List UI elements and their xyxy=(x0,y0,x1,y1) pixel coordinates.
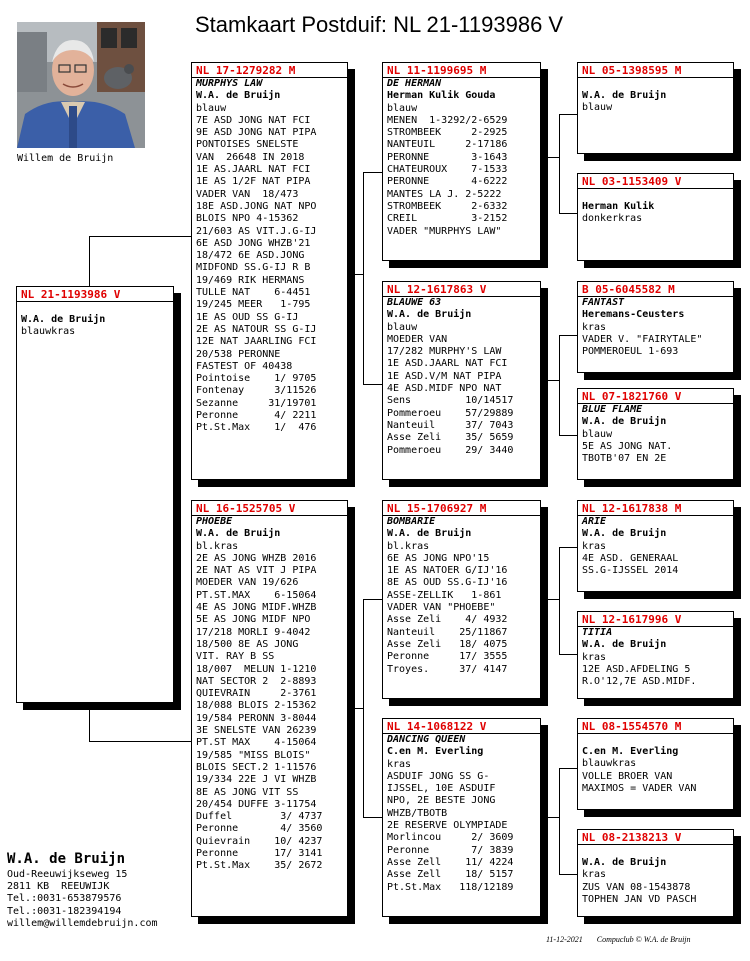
text-line: 1E AS OUD SS G-IJ xyxy=(196,311,299,323)
great-grandparent-fmm-name: BLUE FLAME xyxy=(582,404,643,415)
text-line: 20/538 PERONNE xyxy=(196,348,281,360)
connector-line xyxy=(559,114,560,213)
text-line: MOEDER VAN 19/626 xyxy=(196,577,299,589)
photo-caption: Willem de Bruijn xyxy=(17,153,114,164)
mother-name: PHOEBE xyxy=(196,516,233,527)
text-line: NANTEUIL 2-17186 xyxy=(387,139,508,151)
great-grandparent-mmf-ring-number: NL 08-1554570 M xyxy=(578,719,733,734)
paternal-grandfather-name: DE HERMAN xyxy=(387,78,442,89)
text-line: 8E AS OUD SS.G-IJ'16 xyxy=(387,577,508,589)
owner-photo xyxy=(17,22,145,148)
text-line: Peronne 17/ 3555 xyxy=(387,651,508,663)
great-grandparent-ffm-color: donkerkras xyxy=(582,213,643,225)
connector-line xyxy=(363,172,382,173)
great-grandparent-mff-owner: W.A. de Bruijn xyxy=(582,528,667,540)
great-grandparent-mfm-owner: W.A. de Bruijn xyxy=(582,639,667,651)
text-line: 2E RESERVE OLYMPIADE xyxy=(387,820,508,832)
text-line: 2E AS JONG WHZB 2016 xyxy=(196,552,317,564)
text-line: 19/334 22E J VI WHZB xyxy=(196,774,317,786)
text-line: R.O'12,7E ASD.MIDF. xyxy=(582,676,697,688)
connector-line xyxy=(559,874,577,875)
text-line: 17/282 MURPHY'S LAW xyxy=(387,346,502,358)
text-line: 1E AS.JAARL NAT FCI xyxy=(196,164,311,176)
print-credit: Compuclub © W.A. de Bruijn xyxy=(596,935,691,944)
great-grandparent-mfm-ring-number: NL 12-1617996 V xyxy=(578,612,733,627)
mother-result-lines xyxy=(196,553,343,873)
great-grandparent-fff-ring-number: NL 05-1398595 M xyxy=(578,63,733,78)
text-line: 17/218 MORLI 9-4042 xyxy=(196,626,311,638)
maternal-grandmother-result-lines xyxy=(387,771,536,894)
text-line: VAN 26648 IN 2018 xyxy=(196,151,305,163)
text-line: 1E AS 1/2F NAT PIPA xyxy=(196,176,311,188)
connector-line xyxy=(348,274,363,275)
text-line: Fontenay 3/11526 xyxy=(196,385,317,397)
text-line: 4E ASD. GENERAAL xyxy=(582,552,679,564)
text-line: POMMEROEUL 1-693 xyxy=(582,346,679,358)
text-line: 19/584 PERONN 3-8044 xyxy=(196,712,317,724)
text-line: MOEDER VAN xyxy=(387,333,448,345)
connector-line xyxy=(559,114,577,115)
text-line: 4E AS JONG MIDF.WHZB xyxy=(196,602,317,614)
text-line: ASDUIF JONG SS G- xyxy=(387,770,490,782)
text-line: Pt.St.Max 118/12189 xyxy=(387,881,514,893)
text-line: SS.G-IJSSEL 2014 xyxy=(582,565,679,577)
text-line: Morlincou 2/ 3609 xyxy=(387,832,514,844)
great-grandparent-fmf-card xyxy=(577,281,734,373)
text-line: Pt.St.Max 1/ 476 xyxy=(196,422,317,434)
great-grandparent-mff-result-lines xyxy=(582,553,729,578)
paternal-grandfather-color: blauw xyxy=(387,102,418,114)
father-result-lines xyxy=(196,115,343,435)
text-line: Asse Zell 18/ 5157 xyxy=(387,869,514,881)
text-line: willem@willemdebruijn.com xyxy=(7,917,158,929)
text-line: 19/469 RIK HERMANS xyxy=(196,274,305,286)
mother-color: bl.kras xyxy=(196,540,239,552)
text-line: BLOIS NPO 4-15362 xyxy=(196,213,299,225)
maternal-grandfather-name: BOMBARIE xyxy=(387,516,436,527)
text-line: Quievrain 10/ 4237 xyxy=(196,835,323,847)
text-line: 1E ASD.JAARL NAT FCI xyxy=(387,358,508,370)
text-line: CREIL 3-2152 xyxy=(387,213,508,225)
text-line: 19/585 "MISS BLOIS" xyxy=(196,749,311,761)
connector-line xyxy=(89,236,191,237)
text-line: 1E ASD.V/M NAT PIPA xyxy=(387,370,502,382)
text-line: 21/603 AS VIT.J.G-IJ xyxy=(196,225,317,237)
great-grandparent-fmm-owner: W.A. de Bruijn xyxy=(582,416,667,428)
text-line: Pommeroeu 57/29889 xyxy=(387,407,514,419)
page-title: Stamkaart Postduif: NL 21-1193986 V xyxy=(195,12,564,37)
text-line: 7E ASD JONG NAT FCI xyxy=(196,114,311,126)
text-line: VADER V. "FAIRYTALE" xyxy=(582,333,703,345)
great-grandparent-mmm-color: kras xyxy=(582,869,607,881)
great-grandparent-mff-name: ARIE xyxy=(582,516,607,527)
connector-line xyxy=(363,817,382,818)
text-line: PT.ST MAX 4-15064 xyxy=(196,737,317,749)
connector-line xyxy=(559,654,577,655)
connector-line xyxy=(541,157,559,158)
paternal-grandfather-result-lines xyxy=(387,115,536,238)
text-line: MENEN 1-3292/2-6529 xyxy=(387,114,508,126)
connector-line xyxy=(363,172,364,384)
breeder-address xyxy=(7,869,158,930)
text-line: 18/472 6E ASD.JONG xyxy=(196,250,305,262)
text-line: Peronne 4/ 2211 xyxy=(196,410,317,422)
great-grandparent-mmm-ring-number: NL 08-2138213 V xyxy=(578,830,733,845)
maternal-grandfather-owner: W.A. de Bruijn xyxy=(387,528,472,540)
connector-line xyxy=(559,547,560,654)
text-line: PERONNE 4-6222 xyxy=(387,176,508,188)
text-line: VADER "MURPHYS LAW" xyxy=(387,225,502,237)
text-line: 9E ASD JONG NAT PIPA xyxy=(196,127,317,139)
subject-color: blauwkras xyxy=(21,326,76,338)
text-line: TULLE NAT 6-4451 xyxy=(196,287,311,299)
father-ring-number: NL 17-1279282 M xyxy=(192,63,347,78)
great-grandparent-fmm-card xyxy=(577,388,734,480)
text-line: Peronne 7/ 3839 xyxy=(387,844,514,856)
great-grandparent-fmf-ring-number: B 05-6045582 M xyxy=(578,282,733,297)
maternal-grandmother-card xyxy=(382,718,541,917)
text-line: TBOTB'07 EN 2E xyxy=(582,453,667,465)
text-line: VIT. RAY B SS xyxy=(196,651,275,663)
maternal-grandmother-ring-number: NL 14-1068122 V xyxy=(383,719,540,734)
great-grandparent-fmm-color: blauw xyxy=(582,428,613,440)
great-grandparent-mmf-result-lines xyxy=(582,771,729,796)
father-card xyxy=(191,62,348,480)
subject-owner: W.A. de Bruijn xyxy=(21,314,106,325)
text-line: 6E ASD JONG WHZB'21 xyxy=(196,237,311,249)
text-line: 2811 KB REEUWIJK xyxy=(7,881,110,893)
connector-line xyxy=(559,547,577,548)
text-line: VADER VAN "PHOEBE" xyxy=(387,602,496,614)
text-line: MAXIMOS = VADER VAN xyxy=(582,782,697,794)
text-line: STROMBEEK 2-2925 xyxy=(387,127,508,139)
text-line: ZUS VAN 08-1543878 xyxy=(582,881,691,893)
great-grandparent-fmm-result-lines xyxy=(582,441,729,466)
connector-line xyxy=(89,703,90,741)
text-line: Nanteuil 37/ 7043 xyxy=(387,419,514,431)
paternal-grandmother-result-lines xyxy=(387,334,536,457)
great-grandparent-mmm-card xyxy=(577,829,734,917)
text-line: 12E ASD.AFDELING 5 xyxy=(582,663,691,675)
great-grandparent-fmf-name: FANTAST xyxy=(582,297,625,308)
text-line: 18/500 8E AS JONG xyxy=(196,638,299,650)
text-line: Asse Zeli 4/ 4932 xyxy=(387,614,508,626)
great-grandparent-ffm-card xyxy=(577,173,734,261)
text-line: 18E ASD.JONG NAT NPO xyxy=(196,200,317,212)
text-line: WHZB/TBOTB xyxy=(387,807,448,819)
paternal-grandmother-color: blauw xyxy=(387,321,418,333)
connector-line xyxy=(348,708,363,709)
connector-line xyxy=(559,213,577,214)
paternal-grandfather-card xyxy=(382,62,541,261)
mother-owner: W.A. de Bruijn xyxy=(196,528,281,540)
text-line: 12E NAT JAARLING FCI xyxy=(196,336,317,348)
great-grandparent-mmm-owner: W.A. de Bruijn xyxy=(582,857,667,868)
connector-line xyxy=(559,768,560,874)
great-grandparent-mmm-result-lines xyxy=(582,882,729,907)
great-grandparent-fmf-owner: Heremans-Ceusters xyxy=(582,309,685,321)
maternal-grandmother-color: kras xyxy=(387,758,412,770)
print-stamp xyxy=(546,935,691,944)
text-line: Pt.St.Max 35/ 2672 xyxy=(196,860,323,872)
text-line: Asse Zell 11/ 4224 xyxy=(387,856,514,868)
text-line: Sezanne 31/19701 xyxy=(196,397,317,409)
great-grandparent-fff-color: blauw xyxy=(582,102,613,114)
owner-portrait-image xyxy=(17,22,145,148)
great-grandparent-mff-card xyxy=(577,500,734,592)
maternal-grandfather-result-lines xyxy=(387,553,536,676)
great-grandparent-fmf-result-lines xyxy=(582,334,729,359)
text-line: MIDFOND SS.G-IJ R B xyxy=(196,262,311,274)
text-line: Pointoise 1/ 9705 xyxy=(196,373,317,385)
text-line: 5E AS JONG MIDF NPO xyxy=(196,614,311,626)
mother-card xyxy=(191,500,348,917)
connector-line xyxy=(541,599,559,600)
connector-line xyxy=(89,236,90,286)
subject-ring-number: NL 21-1193986 V xyxy=(17,287,173,302)
great-grandparent-fff-owner: W.A. de Bruijn xyxy=(582,90,667,101)
text-line: PT.ST.MAX 6-15064 xyxy=(196,589,317,601)
connector-line xyxy=(363,384,382,385)
connector-line xyxy=(89,741,191,742)
text-line: 2E AS NATOUR SS G-IJ xyxy=(196,323,317,335)
father-color: blauw xyxy=(196,102,227,114)
connector-line xyxy=(541,380,559,381)
text-line: Pommeroeu 29/ 3440 xyxy=(387,444,514,456)
subject-pigeon-card xyxy=(16,286,174,703)
text-line: Tel.:0031-182394194 xyxy=(7,905,122,917)
connector-line xyxy=(363,599,382,600)
text-line: Asse Zeli 18/ 4075 xyxy=(387,638,508,650)
connector-line xyxy=(363,599,364,817)
great-grandparent-fmf-color: kras xyxy=(582,321,607,333)
text-line: VADER VAN 18/473 xyxy=(196,188,299,200)
great-grandparent-mmf-color: blauwkras xyxy=(582,758,637,770)
great-grandparent-mff-color: kras xyxy=(582,540,607,552)
great-grandparent-mfm-result-lines xyxy=(582,664,729,689)
text-line: FASTEST OF 40438 xyxy=(196,360,293,372)
breeder-name: W.A. de Bruijn xyxy=(7,851,126,867)
text-line: 2E NAT AS VIT J PIPA xyxy=(196,565,317,577)
text-line: Asse Zeli 35/ 5659 xyxy=(387,432,514,444)
great-grandparent-mmf-card xyxy=(577,718,734,810)
paternal-grandmother-name: BLAUWE 63 xyxy=(387,297,442,308)
text-line: Troyes. 37/ 4147 xyxy=(387,663,508,675)
paternal-grandmother-ring-number: NL 12-1617863 V xyxy=(383,282,540,297)
text-line: PONTOISES SNELSTE xyxy=(196,139,299,151)
text-line: ASSE-ZELLIK 1-861 xyxy=(387,589,502,601)
father-owner: W.A. de Bruijn xyxy=(196,90,281,102)
maternal-grandfather-ring-number: NL 15-1706927 M xyxy=(383,501,540,516)
text-line: Sens 10/14517 xyxy=(387,395,514,407)
connector-line xyxy=(559,335,560,435)
text-line: Oud-Reeuwijkseweg 15 xyxy=(7,869,128,880)
maternal-grandfather-card xyxy=(382,500,541,699)
connector-line xyxy=(559,435,577,436)
paternal-grandfather-owner: Herman Kulik Gouda xyxy=(387,90,496,102)
text-line: NPO, 2E BESTE JONG xyxy=(387,795,496,807)
great-grandparent-ffm-owner: Herman Kulik xyxy=(582,201,655,212)
text-line: 3E SNELSTE VAN 26239 xyxy=(196,725,317,737)
text-line: STROMBEEK 2-6332 xyxy=(387,200,508,212)
great-grandparent-mff-ring-number: NL 12-1617838 M xyxy=(578,501,733,516)
text-line: 18/088 BLOIS 2-15362 xyxy=(196,700,317,712)
text-line: QUIEVRAIN 2-3761 xyxy=(196,688,317,700)
great-grandparent-mfm-color: kras xyxy=(582,651,607,663)
paternal-grandmother-owner: W.A. de Bruijn xyxy=(387,309,472,321)
maternal-grandmother-name: DANCING QUEEN xyxy=(387,734,466,745)
text-line: CHATEUROUX 7-1533 xyxy=(387,164,508,176)
paternal-grandfather-ring-number: NL 11-1199695 M xyxy=(383,63,540,78)
print-date: 11-12-2021 xyxy=(546,935,583,944)
text-line: 4E ASD.MIDF NPO NAT xyxy=(387,383,502,395)
text-line: TOPHEN JAN VD PASCH xyxy=(582,893,697,905)
text-line: Nanteuil 25/11867 xyxy=(387,626,508,638)
maternal-grandfather-color: bl.kras xyxy=(387,540,430,552)
text-line: BLOIS SECT.2 1-11576 xyxy=(196,761,317,773)
great-grandparent-fmm-ring-number: NL 07-1821760 V xyxy=(578,389,733,404)
great-grandparent-ffm-ring-number: NL 03-1153409 V xyxy=(578,174,733,189)
text-line: 18/007 MELUN 1-1210 xyxy=(196,663,317,675)
father-name: MURPHYS LAW xyxy=(196,78,263,89)
great-grandparent-mfm-card xyxy=(577,611,734,699)
text-line: VOLLE BROER VAN xyxy=(582,770,673,782)
connector-line xyxy=(559,335,577,336)
text-line: 20/454 DUFFE 3-11754 xyxy=(196,798,317,810)
great-grandparent-mmf-owner: C.en M. Everling xyxy=(582,746,679,757)
text-line: Tel.:0031-653879576 xyxy=(7,893,122,905)
text-line: Peronne 17/ 3141 xyxy=(196,848,323,860)
text-line: Peronne 4/ 3560 xyxy=(196,823,323,835)
great-grandparent-mfm-name: TITIA xyxy=(582,627,613,638)
text-line: IJSSEL, 10E ASDUIF xyxy=(387,783,496,795)
text-line: PERONNE 3-1643 xyxy=(387,151,508,163)
mother-ring-number: NL 16-1525705 V xyxy=(192,501,347,516)
text-line: Duffel 3/ 4737 xyxy=(196,811,323,823)
text-line: 5E AS JONG NAT. xyxy=(582,440,673,452)
connector-line xyxy=(559,768,577,769)
text-line: 8E AS JONG VIT SS xyxy=(196,786,299,798)
text-line: MANTES LA J. 2-5222 xyxy=(387,188,502,200)
text-line: 6E AS JONG NPO'15 xyxy=(387,552,490,564)
text-line: 1E AS NATOER G/IJ'16 xyxy=(387,565,508,577)
connector-line xyxy=(541,817,559,818)
great-grandparent-fff-card xyxy=(577,62,734,154)
maternal-grandmother-owner: C.en M. Everling xyxy=(387,746,484,758)
text-line: 19/245 MEER 1-795 xyxy=(196,299,311,311)
paternal-grandmother-card xyxy=(382,281,541,480)
text-line: NAT SECTOR 2 2-8893 xyxy=(196,675,317,687)
